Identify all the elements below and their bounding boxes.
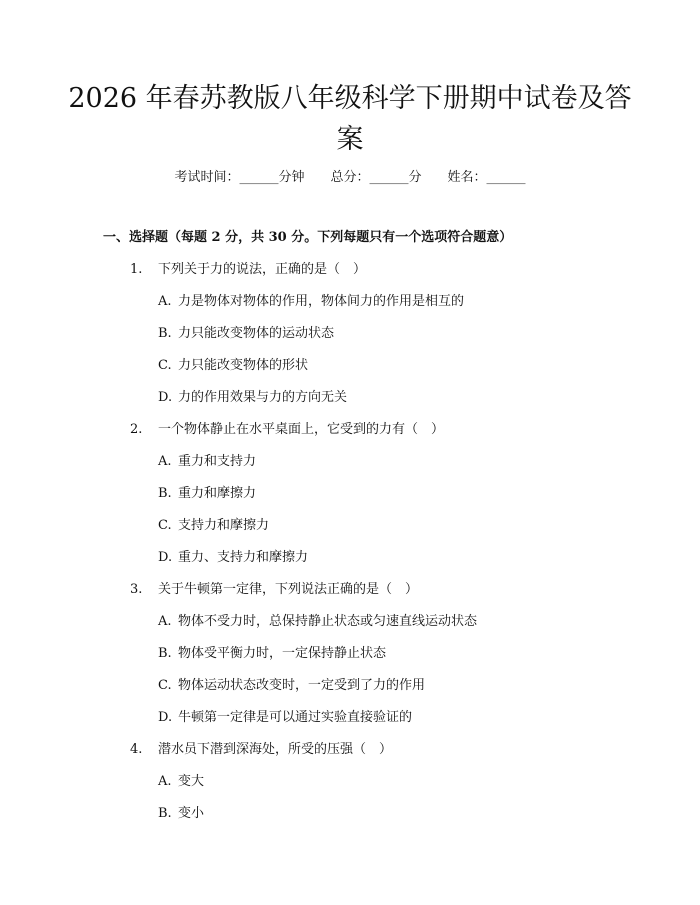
exam-time-field: 考试时间：______分钟 — [174, 170, 305, 185]
question-text: 关于牛顿第一定律，下列说法正确的是（ ） — [158, 582, 419, 597]
option-letter: C. — [158, 358, 172, 373]
question-1 — [130, 260, 366, 280]
question-1-option-d — [158, 388, 347, 408]
question-2-option-d — [158, 548, 308, 568]
question-text: 潜水员下潜到深海处，所受的压强（ ） — [158, 742, 393, 757]
question-3-option-a — [158, 612, 477, 632]
option-letter: A. — [158, 294, 172, 309]
option-letter: D. — [158, 390, 173, 405]
question-number: 1. — [130, 262, 143, 277]
question-1-option-b — [158, 324, 334, 344]
option-letter: C. — [158, 678, 172, 693]
question-text: 一个物体静止在水平桌面上，它受到的力有（ ） — [158, 422, 445, 437]
section-heading: 一、选择题（每题 2 分，共 30 分。下列每题只有一个选项符合题意） — [103, 230, 513, 245]
option-letter: D. — [158, 710, 173, 725]
question-2-option-c — [158, 516, 269, 536]
option-text: 力只能改变物体的运动状态 — [178, 326, 335, 341]
total-score-field: 总分：______分 — [330, 170, 422, 185]
option-text: 重力和摩擦力 — [178, 486, 257, 501]
option-letter: B. — [158, 486, 172, 501]
option-letter: A. — [158, 614, 172, 629]
question-number: 3. — [130, 582, 143, 597]
exam-info-line — [0, 168, 700, 188]
question-2-option-b — [158, 484, 256, 504]
question-text: 下列关于力的说法，正确的是（ ） — [158, 262, 367, 277]
student-name-field: 姓名：______ — [447, 170, 526, 185]
option-text: 重力和支持力 — [178, 454, 257, 469]
option-text: 重力、支持力和摩擦力 — [178, 550, 309, 565]
option-letter: B. — [158, 806, 172, 821]
option-text: 物体受平衡力时，一定保持静止状态 — [178, 646, 387, 661]
question-4-option-b — [158, 804, 204, 824]
option-text: 物体运动状态改变时，一定受到了力的作用 — [178, 678, 426, 693]
question-3 — [130, 580, 418, 600]
question-number: 2. — [130, 422, 143, 437]
option-text: 力的作用效果与力的方向无关 — [178, 390, 348, 405]
question-3-option-b — [158, 644, 386, 664]
question-3-option-c — [158, 676, 425, 696]
question-1-option-c — [158, 356, 308, 376]
question-3-option-d — [158, 708, 412, 728]
option-letter: A. — [158, 454, 172, 469]
question-4 — [130, 740, 392, 760]
option-text: 牛顿第一定律是可以通过实验直接验证的 — [178, 710, 413, 725]
question-2 — [130, 420, 444, 440]
option-letter: A. — [158, 774, 172, 789]
option-letter: B. — [158, 326, 172, 341]
option-letter: D. — [158, 550, 173, 565]
question-2-option-a — [158, 452, 256, 472]
option-letter: C. — [158, 518, 172, 533]
question-1-option-a — [158, 292, 464, 312]
option-letter: B. — [158, 646, 172, 661]
option-text: 物体不受力时，总保持静止状态或匀速直线运动状态 — [178, 614, 478, 629]
question-4-option-a — [158, 772, 204, 792]
page-title: 2026 年春苏教版八年级科学下册期中试卷及答案 — [68, 83, 632, 155]
option-text: 变小 — [178, 806, 205, 821]
option-text: 支持力和摩擦力 — [178, 518, 270, 533]
option-text: 变大 — [178, 774, 205, 789]
option-text: 力是物体对物体的作用，物体间力的作用是相互的 — [178, 294, 465, 309]
question-number: 4. — [130, 742, 143, 757]
option-text: 力只能改变物体的形状 — [178, 358, 309, 373]
